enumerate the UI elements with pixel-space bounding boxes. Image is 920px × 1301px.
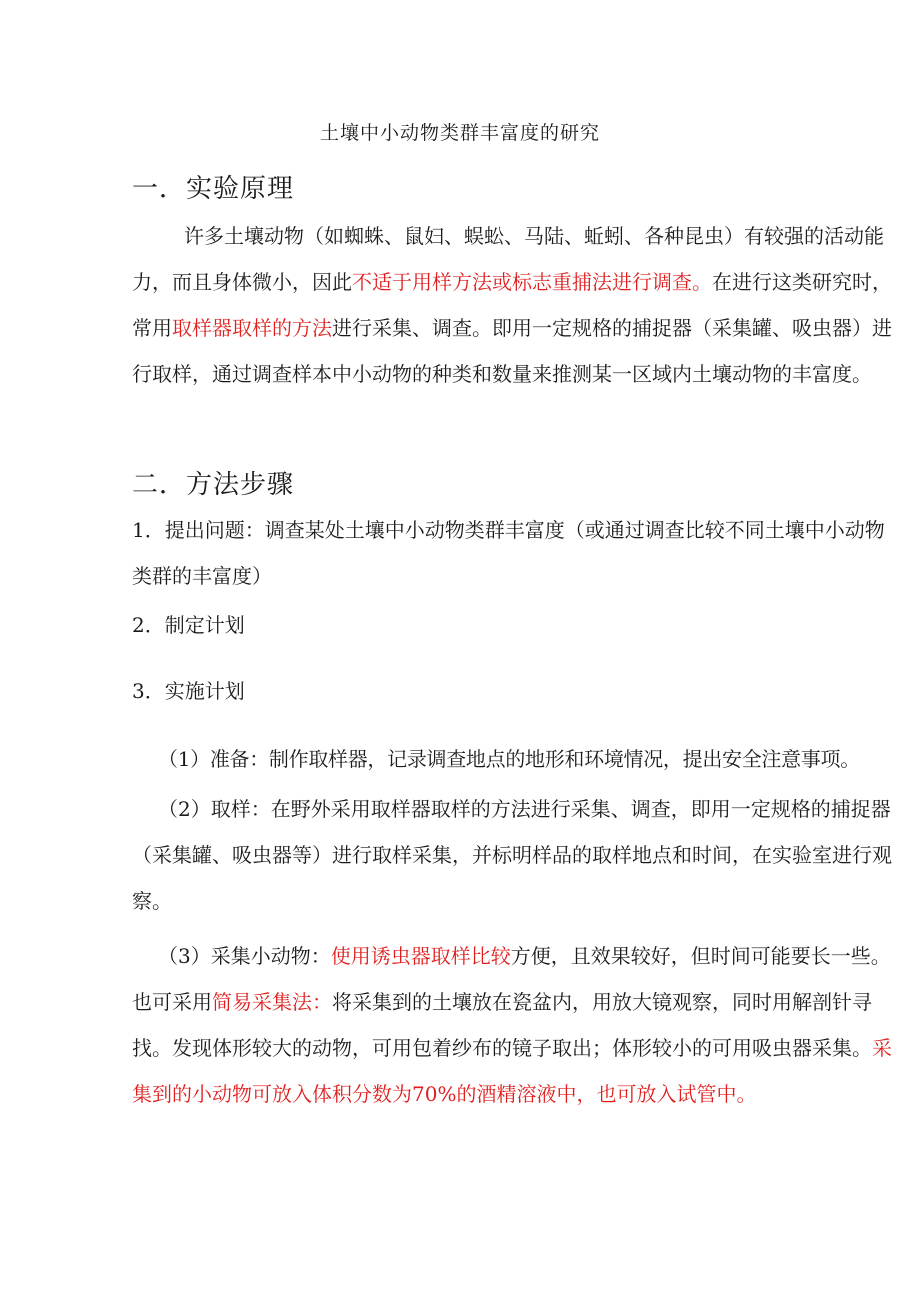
- principle-text-3: 进行采集、调查。即用一定规格的捕捉器（采集罐、吸虫器）进行取样，通过调查样本中小动物的种类和数量来推测某一区域内土壤动物的丰富度。: [132, 316, 892, 386]
- step-3: 3．实施计划: [132, 679, 245, 703]
- section-heading-method: 二．方法步骤: [132, 470, 295, 500]
- collect-highlight-2: 简易采集法：: [212, 990, 332, 1014]
- principle-highlight-2: 取样器取样的方法: [172, 316, 332, 340]
- step-1: 1．提出问题：调查某处土壤中小动物类群丰富度（或通过调查比较不同土壤中小动物类群的丰富度）: [132, 518, 885, 588]
- principle-text-2: 在进行这类研究时，常用: [132, 270, 892, 340]
- section-heading-principle: 一．实验原理: [132, 174, 295, 204]
- substep-sampling: （2）取样：在野外采用取样器取样的方法进行采集、调查，即用一定规格的捕捉器（采集罐、吸虫器等）进行取样采集，并标明样品的取样地点和时间，在实验室进行观察。: [132, 797, 892, 913]
- principle-paragraph: [132, 213, 902, 397]
- collect-text-2: 方便，且效果较好，但时间可能要长一些。也可采用: [132, 944, 891, 1014]
- substep-prepare: （1）准备：制作取样器，记录调查地点的地形和环境情况，提出安全注意事项。: [158, 747, 860, 771]
- collect-highlight-1: 使用诱虫器取样比较: [330, 944, 511, 968]
- principle-text-1: 许多土壤动物（如蜘蛛、鼠妇、蜈蚣、马陆、蚯蚓、各种昆虫）有较强的活动能力，而且身体微小，因此: [132, 224, 884, 294]
- substep-collect: [132, 933, 902, 1117]
- principle-highlight-1: 不适于用样方法或标志重捕法进行调查。: [352, 270, 712, 294]
- step-2: 2．制定计划: [132, 613, 245, 637]
- collect-text-1: （3）采集小动物：: [158, 944, 331, 968]
- document-title: 土壤中小动物类群丰富度的研究: [319, 122, 600, 144]
- collect-highlight-3: 采集到的小动物可放入体积分数为70%的酒精溶液中，也可放入试管中。: [132, 1036, 892, 1106]
- collect-text-3: 将采集到的土壤放在瓷盆内，用放大镜观察，同时用解剖针寻找。发现体形较大的动物，可用包着纱布的镜子取出；体形较小的可用吸虫器采集。: [132, 990, 872, 1060]
